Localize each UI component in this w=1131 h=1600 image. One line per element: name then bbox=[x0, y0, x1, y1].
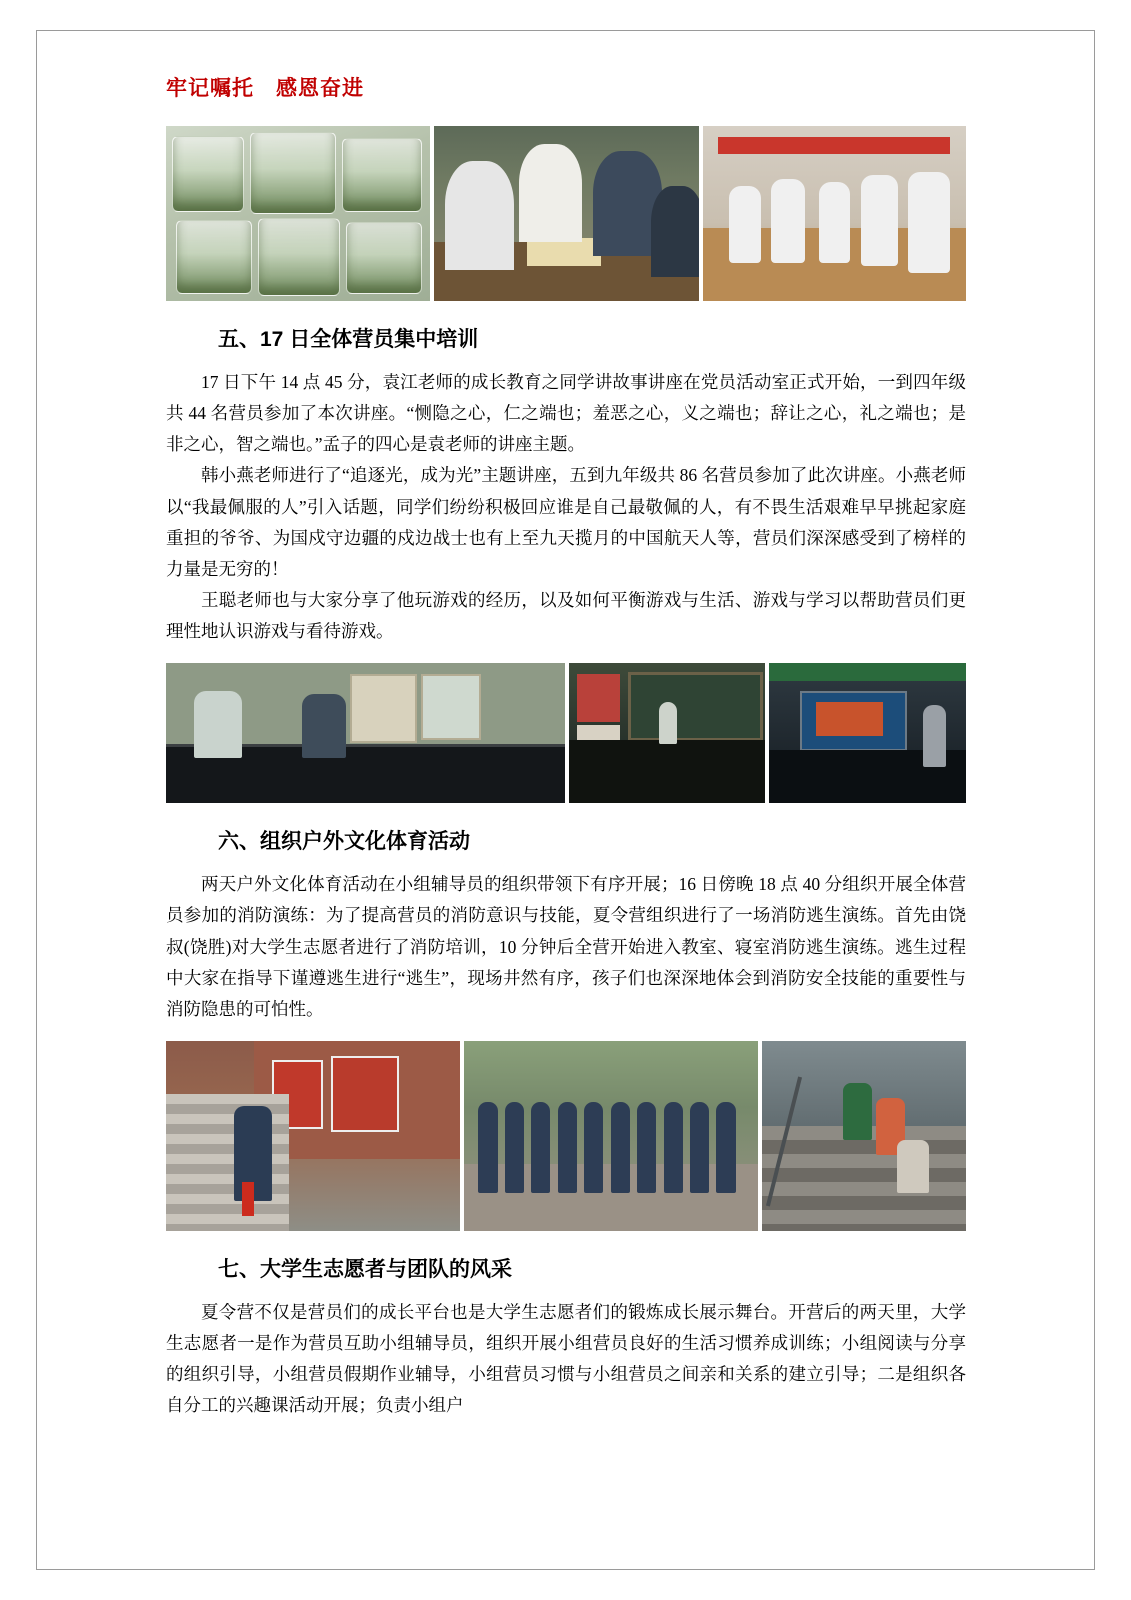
paragraph: 夏令营不仅是营员们的成长平台也是大学生志愿者们的锻炼成长展示舞台。开营后的两天里，大学生志愿者一是作为营员互助小组辅导员，组织开展小组营员良好的生活习惯养成训练；小组阅读与分享的组织引导，小组营员假期作业辅导，小组营员习惯与小组营员之间亲和关系的建立引导；二是组织各自分工的兴趣课活动开展；负责小组户 bbox=[166, 1301, 966, 1416]
paragraph: 韩小燕老师进行了“追逐光，成为光”主题讲座，五到九年级共 86 名营员参加了此次讲座。小燕老师以“我最佩服的人”引入话题，同学们纷纷积极回应谁是自己最敬佩的人，有不畏生活艰难早早挑起家庭重担的爷爷、为国戍守边疆的戍边战士也有上至九天揽月的中国航天人等，营员们深深感受到了榜样的力量是无穷的！ bbox=[166, 465, 966, 579]
photo-indoor-activity bbox=[703, 126, 966, 301]
section-seven-body bbox=[166, 1297, 966, 1422]
photo-lecture-hall bbox=[569, 663, 765, 803]
photo-row-activities bbox=[166, 126, 966, 301]
photo-lecture-speaker bbox=[166, 663, 565, 803]
paragraph: 王聪老师也与大家分享了他玩游戏的经历，以及如何平衡游戏与生活、游戏与学习以帮助营员们更理性地认识游戏与看待游戏。 bbox=[166, 589, 966, 642]
paragraph: 两天户外文化体育活动在小组辅导员的组织带领下有序开展；16 日傍晚 18 点 40 分组织开展全体营员参加的消防演练：为了提高营员的消防意识与技能，夏令营组织进行了一场消防逃生演练。首先由饶叔(饶胜)对大学生志愿者进行了消防培训，10 分钟后全营开始进入教室、寝室消防逃生演练。逃生过程中大家在指导下谨遵逃生进行“逃生”，现场井然有序，孩子们也深深地体会到消防安全技能的重要性与消防隐患的可怕性。 bbox=[166, 874, 966, 1019]
photo-stair-escape bbox=[762, 1041, 966, 1231]
photo-eco-bottles bbox=[166, 126, 430, 301]
section-six-body bbox=[166, 869, 966, 1025]
section-title-seven: 七、大学生志愿者与团队的风采 bbox=[218, 1257, 512, 1281]
photo-group-activity bbox=[434, 126, 698, 301]
page-content bbox=[166, 72, 966, 1438]
section-title-five: 五、17 日全体营员集中培训 bbox=[218, 328, 479, 351]
section-title-six: 六、组织户外文化体育活动 bbox=[218, 830, 470, 854]
photo-fire-extinguisher bbox=[166, 1041, 460, 1231]
paragraph: 17 日下午 14 点 45 分，袁江老师的成长教育之同学讲故事讲座在党员活动室正式开始，一到四年级共 44 名营员参加了本次讲座。“恻隐之心，仁之端也；羞恶之心，义之端也；辞让之心，礼之端也；是非之心，智之端也。”孟子的四心是袁老师的讲座主题。 bbox=[166, 372, 966, 455]
photo-row-lectures bbox=[166, 663, 966, 803]
section-five-body bbox=[166, 367, 966, 647]
photo-lecture-screen bbox=[769, 663, 967, 803]
page-header-title: 牢记嘱托 感恩奋进 bbox=[166, 77, 364, 100]
photo-students-lineup bbox=[464, 1041, 758, 1231]
photo-row-fire-drill bbox=[166, 1041, 966, 1231]
